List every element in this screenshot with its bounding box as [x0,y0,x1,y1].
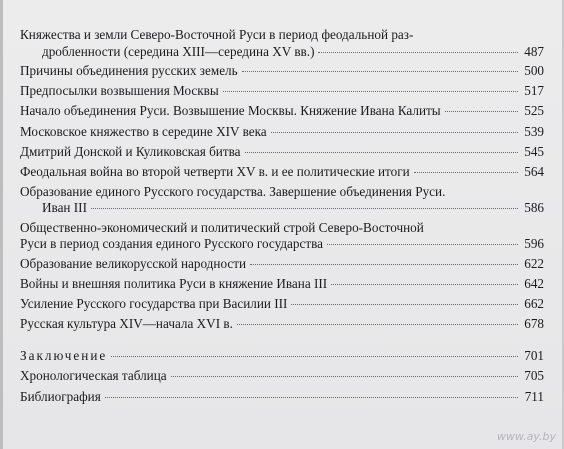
toc-entry-title-line2: Иван III [42,200,87,215]
page-edge-left [0,0,3,449]
toc-entry [20,26,540,43]
toc-page-number: 705 [524,368,544,383]
dot-leader [250,264,518,265]
toc-page-number: 539 [524,124,544,139]
toc-entry-title: Усиление Русского государства при Василии III [20,296,288,311]
toc-page-number: 564 [524,164,544,179]
dot-leader [291,304,518,305]
toc-page-number: 642 [524,276,544,291]
toc-entry [20,183,540,200]
toc-entry [20,295,544,312]
dot-leader [237,324,518,325]
toc-entry [20,388,544,405]
dot-leader [242,71,518,72]
toc-entry [20,123,544,140]
watermark: www.ay.by [496,430,556,443]
toc-entry [20,102,544,119]
toc-entry [20,347,544,364]
dot-leader [318,52,518,53]
toc-entry-title: Начало объединения Руси. Возвышение Москвы. Княжение Ивана Калиты [20,103,441,118]
toc-entry-continuation [20,43,544,60]
toc-entry-title-line1: Княжества и земли Северо-Восточной Руси в период феодальной раз- [20,27,414,42]
toc-entry [20,62,544,79]
toc-entry-title: Заключение [20,348,108,363]
toc-entry-title: Причины объединения русских земель [20,63,238,78]
toc-entry-continuation [20,235,544,252]
toc-entry-title-line2: Руси в период создания единого Русского государства [20,236,324,251]
toc-entry-title: Войны и внешняя политика Руси в княжение Ивана III [20,276,328,291]
toc-page-number: 662 [524,296,544,311]
toc-entry-line [20,26,540,43]
toc-entry [20,219,540,236]
toc-page-number: 622 [524,256,544,271]
toc-entry-title: Хронологическая таблица [20,368,167,383]
toc-page-number: 678 [524,316,544,331]
dot-leader [111,356,518,357]
toc-entry-title: Образование великорусской народности [20,256,247,271]
toc-entry [20,275,544,292]
toc-page-number: 487 [524,44,544,59]
dot-leader [171,376,518,377]
toc-entry [20,255,544,272]
toc-page-number: 701 [524,348,544,363]
dot-leader [271,132,518,133]
toc-entry [20,143,544,160]
toc-entry-title: Дмитрий Донской и Куликовская битва [20,144,241,159]
toc-entry [20,367,544,384]
dot-leader [331,284,518,285]
dot-leader [414,172,518,173]
toc-entry-title: Феодальная война во второй четверти XV в. и ее политические итоги [20,164,410,179]
toc-entry-title: Московское княжество в середине XIV века [20,124,267,139]
dot-leader [105,397,518,398]
toc-page-number: 545 [524,144,544,159]
toc-page-number: 525 [524,103,544,118]
toc-entry [20,163,544,180]
toc-page-number: 711 [524,389,544,404]
dot-leader [245,152,518,153]
toc-page-number: 596 [524,236,544,251]
toc-entry-title: Предпосылки возвышения Москвы [20,83,219,98]
toc-entry-title-line1: Образование единого Русского государства. Завершение объединения Руси. [20,184,446,199]
toc-entry [20,315,544,332]
toc-page-number: 517 [524,83,544,98]
dot-leader [91,208,518,209]
toc-entry-title: Библиография [20,389,101,404]
toc-entry-continuation [20,199,544,216]
toc-entry-title-line1: Общественно-экономический и политический строй Северо-Восточной [20,220,424,235]
toc-entry-title-line2: дробленности (середина XIII—середина XV вв.) [42,44,315,59]
toc-page-number: 586 [524,200,544,215]
dot-leader [223,91,518,92]
dot-leader [445,111,518,112]
toc-entry-title: Русская культура XIV—начала XVI в. [20,316,233,331]
dot-leader [327,244,518,245]
toc-page-number: 500 [524,63,544,78]
toc-entry [20,82,544,99]
